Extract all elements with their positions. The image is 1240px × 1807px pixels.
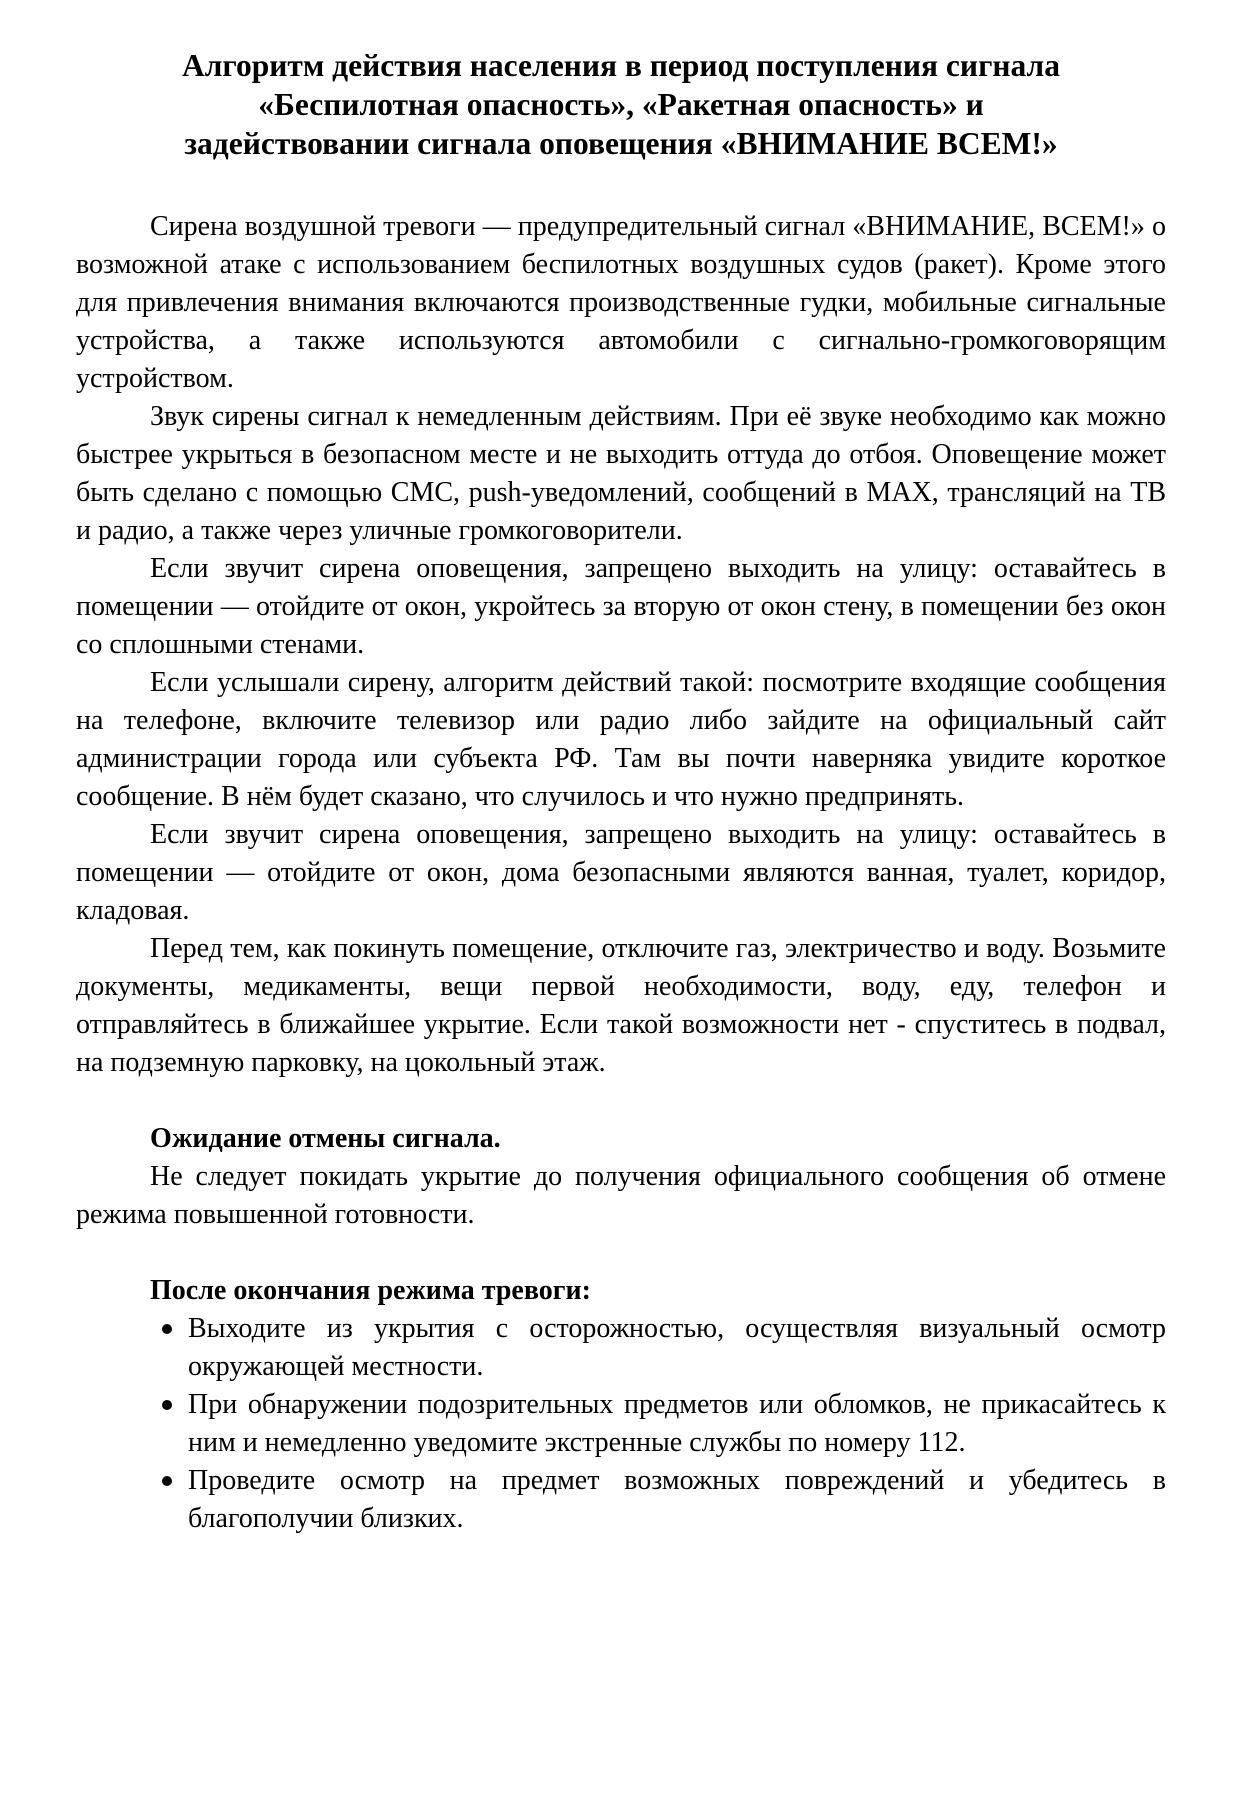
section-waiting: [76, 1120, 1166, 1234]
bullet-icon: [162, 1476, 172, 1486]
list-item-text: Выходите из укрытия с осторожностью, осуществляя визуальный осмотр окружающей местности.: [188, 1313, 1166, 1382]
list-item-text: При обнаружении подозрительных предметов или обломков, не прикасайтесь к ним и немедленно уведомите экстренные службы по номеру 112.: [188, 1389, 1166, 1458]
list-item-text: Проведите осмотр на предмет возможных повреждений и убедитесь в благополучии близких.: [188, 1465, 1166, 1534]
paragraph-siren-definition: Сирена воздушной тревоги — предупредительный сигнал «ВНИМАНИЕ, ВСЕМ!» о возможной атаке с использованием беспилотных воздушных судов (ракет). Кроме этого для привлечения внимания включаются производственные гудки, мобильные сигнальные устройства, а также используются автомобили с сигнально-громкоговорящим устройством.: [76, 211, 1166, 394]
paragraph-before-leaving: Перед тем, как покинуть помещение, отключите газ, электричество и воду. Возьмите документы, медикаменты, вещи первой необходимости, воду, еду, телефон и отправляйтесь в ближайшее укрытие. Если такой возможности нет - спуститесь в подвал, на подземную парковку, на цокольный этаж.: [76, 933, 1166, 1078]
paragraph-waiting: Не следует покидать укрытие до получения официального сообщения об отмене режима повышенной готовности.: [76, 1161, 1166, 1230]
section-heading-waiting: Ожидание отмены сигнала.: [150, 1123, 501, 1154]
title-line-2: «Беспилотная опасность», «Ракетная опасность» и: [258, 87, 984, 122]
bullet-icon: [162, 1400, 172, 1410]
paragraph-siren-sound: Звук сирены сигнал к немедленным действиям. При её звуке необходимо как можно быстрее укрыться в безопасном месте и не выходить оттуда до отбоя. Оповещение может быть сделано с помощью СМС, push-уведомлений, сообщений в MAX, трансляций на ТВ и радио, а также через уличные громкоговорители.: [76, 401, 1166, 546]
document-title: [76, 46, 1166, 163]
paragraph-action-algorithm: Если услышали сирену, алгоритм действий такой: посмотрите входящие сообщения на телефоне, включите телевизор или радио либо зайдите на официальный сайт администрации города или субъекта РФ. Там вы почти наверняка увидите короткое сообщение. В нём будет сказано, что случилось и что нужно предпринять.: [76, 667, 1166, 812]
list-item: [76, 1310, 1166, 1386]
list-item: [76, 1386, 1166, 1462]
section-after-alarm: [76, 1272, 1166, 1538]
bullet-icon: [162, 1324, 172, 1334]
paragraph-stay-indoors: Если звучит сирена оповещения, запрещено выходить на улицу: оставайтесь в помещении — отойдите от окон, укройтесь за вторую от окон стену, в помещении без окон со сплошными стенами.: [76, 553, 1166, 660]
title-line-1: Алгоритм действия населения в период поступления сигнала: [182, 48, 1060, 83]
section-heading-after-alarm: После окончания режима тревоги:: [150, 1275, 591, 1306]
after-alarm-list: [76, 1310, 1166, 1538]
paragraph-safe-rooms: Если звучит сирена оповещения, запрещено выходить на улицу: оставайтесь в помещении — отойдите от окон, дома безопасными являются ванная, туалет, коридор, кладовая.: [76, 819, 1166, 926]
document-content: [76, 46, 1166, 1538]
title-line-3: задействовании сигнала оповещения «ВНИМАНИЕ ВСЕМ!»: [184, 126, 1058, 161]
document-body: [76, 208, 1166, 1538]
list-item: [76, 1462, 1166, 1538]
